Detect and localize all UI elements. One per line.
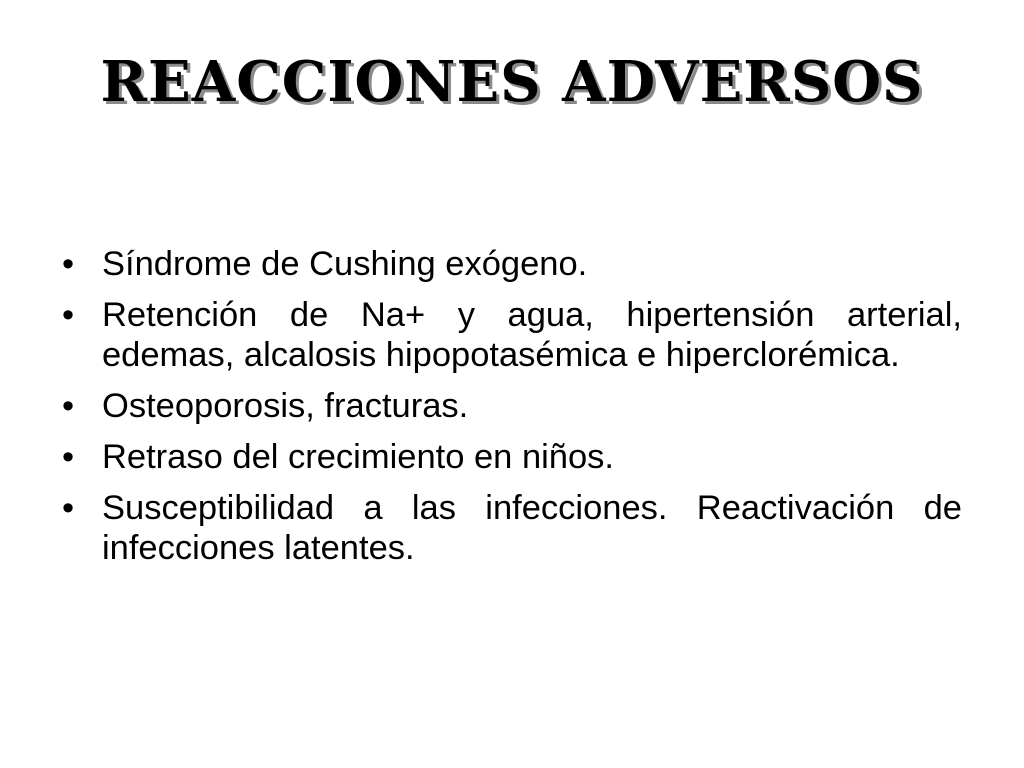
bullet-text: Retención de Na+ y agua, hipertensión arterial, edemas, alcalosis hipopotasémica e hiperclorémica. (102, 296, 962, 374)
bullet-list (62, 244, 962, 579)
list-item (62, 386, 962, 426)
bullet-text: Síndrome de Cushing exógeno. (102, 245, 588, 283)
list-item (62, 437, 962, 477)
bullet-icon: • (62, 438, 75, 476)
bullet-icon: • (62, 296, 75, 334)
bullet-icon: • (62, 387, 75, 425)
list-item (62, 295, 962, 375)
bullet-text: Osteoporosis, fracturas. (102, 387, 469, 425)
bullet-icon: • (62, 245, 75, 283)
bullet-text: Retraso del crecimiento en niños. (102, 438, 615, 476)
bullet-text: Susceptibilidad a las infecciones. Reactivación de infecciones latentes. (102, 489, 962, 567)
list-item (62, 488, 962, 568)
slide-title: REACCIONES ADVERSOS (100, 49, 924, 115)
list-item (62, 244, 962, 284)
bullet-icon: • (62, 489, 75, 527)
